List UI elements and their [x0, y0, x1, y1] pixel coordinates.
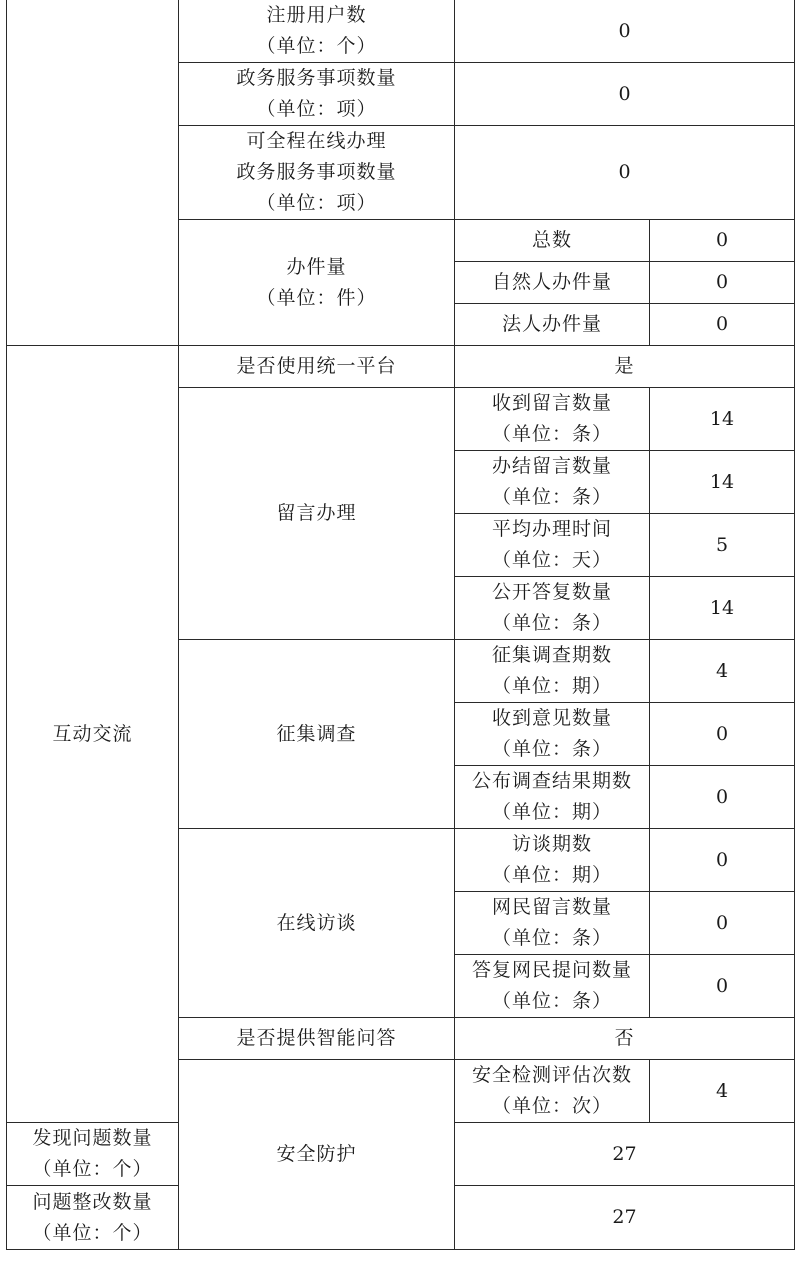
- messages-closed-label: [455, 451, 650, 514]
- table-row: [7, 346, 795, 388]
- messages-public-reply-label-line2: （单位：条）: [491, 612, 612, 634]
- handled-natural-value: 0: [650, 262, 795, 304]
- registered-users-value: 0: [455, 0, 795, 63]
- registered-users-label-line1: 注册用户数: [266, 4, 367, 26]
- smart-qa-value: 否: [455, 1018, 795, 1060]
- survey-results-label: [455, 766, 650, 829]
- online-items-value: 0: [455, 126, 795, 220]
- survey-periods-label: [455, 640, 650, 703]
- survey-opinions-label-line2: （单位：条）: [491, 738, 612, 760]
- registered-users-label-line2: （单位：个）: [256, 35, 377, 57]
- security-checks-label-line2: （单位：次）: [491, 1095, 612, 1117]
- messages-public-reply-value: 14: [650, 577, 795, 640]
- survey-periods-value: 4: [650, 640, 795, 703]
- survey-opinions-value: 0: [650, 703, 795, 766]
- issues-found-value: 27: [455, 1123, 795, 1186]
- online-items-label: [179, 126, 455, 220]
- survey-opinions-label: [455, 703, 650, 766]
- smart-qa-label: 是否提供智能问答: [179, 1018, 455, 1060]
- survey-results-label-line2: （单位：期）: [491, 801, 612, 823]
- security-checks-value: 4: [650, 1060, 795, 1123]
- issues-found-label-line1: 发现问题数量: [32, 1127, 153, 1149]
- handled-label: [179, 220, 455, 346]
- interview-messages-value: 0: [650, 892, 795, 955]
- survey-periods-label-line2: （单位：期）: [491, 675, 612, 697]
- handled-natural-label: 自然人办件量: [455, 262, 650, 304]
- interview-replies-label-line1: 答复网民提问数量: [471, 959, 632, 981]
- handled-legal-value: 0: [650, 304, 795, 346]
- messages-avg-time-label-line2: （单位：天）: [491, 549, 612, 571]
- online-items-label-line1: 可全程在线办理: [246, 130, 387, 152]
- messages-received-label-line2: （单位：条）: [491, 423, 612, 445]
- stats-table: [6, 0, 795, 1250]
- service-items-label-line1: 政务服务事项数量: [236, 67, 397, 89]
- interview-replies-value: 0: [650, 955, 795, 1018]
- interview-replies-label-line2: （单位：条）: [491, 990, 612, 1012]
- messages-avg-time-value: 5: [650, 514, 795, 577]
- online-items-label-line3: （单位：项）: [256, 192, 377, 214]
- interview-periods-label-line2: （单位：期）: [491, 864, 612, 886]
- messages-public-reply-label-line1: 公开答复数量: [491, 581, 612, 603]
- messages-received-label-line1: 收到留言数量: [491, 392, 612, 414]
- interview-messages-label-line1: 网民留言数量: [491, 896, 612, 918]
- handled-total-value: 0: [650, 220, 795, 262]
- messages-group-label: 留言办理: [179, 388, 455, 640]
- issues-fixed-label: [7, 1186, 179, 1250]
- interview-periods-value: 0: [650, 829, 795, 892]
- security-checks-label: [455, 1060, 650, 1123]
- messages-public-reply-label: [455, 577, 650, 640]
- messages-closed-label-line2: （单位：条）: [491, 486, 612, 508]
- issues-fixed-label-line2: （单位：个）: [32, 1221, 153, 1244]
- messages-avg-time-label: [455, 514, 650, 577]
- handled-label-line1: 办件量: [286, 255, 347, 278]
- service-items-value: 0: [455, 63, 795, 126]
- messages-received-value: 14: [650, 388, 795, 451]
- survey-periods-label-line1: 征集调查期数: [491, 644, 612, 666]
- security-checks-label-line1: 安全检测评估次数: [471, 1064, 632, 1086]
- interview-periods-label-line1: 访谈期数: [511, 833, 592, 855]
- service-items-label: [179, 63, 455, 126]
- survey-group-label: 征集调查: [179, 640, 455, 829]
- issues-found-label: [7, 1123, 179, 1186]
- survey-results-label-line1: 公布调查结果期数: [471, 770, 632, 792]
- issues-fixed-label-line1: 问题整改数量: [32, 1190, 153, 1213]
- table-row: [7, 0, 795, 63]
- handled-total-label: 总数: [455, 220, 650, 262]
- survey-results-value: 0: [650, 766, 795, 829]
- interview-periods-label: [455, 829, 650, 892]
- unified-platform-value: 是: [455, 346, 795, 388]
- interview-replies-label: [455, 955, 650, 1018]
- stats-table-sheet: [6, 0, 794, 1245]
- handled-label-line2: （单位：件）: [256, 286, 377, 309]
- interview-group-label: 在线访谈: [179, 829, 455, 1018]
- handled-legal-label: 法人办件量: [455, 304, 650, 346]
- interview-messages-label: [455, 892, 650, 955]
- issues-fixed-value: 27: [455, 1186, 795, 1250]
- messages-closed-label-line1: 办结留言数量: [491, 455, 612, 477]
- unified-platform-label: 是否使用统一平台: [179, 346, 455, 388]
- interaction-section-label: 互动交流: [7, 346, 179, 1123]
- online-items-label-line2: 政务服务事项数量: [236, 161, 397, 183]
- interview-messages-label-line2: （单位：条）: [491, 927, 612, 949]
- service-items-label-line2: （单位：项）: [256, 98, 377, 120]
- registered-users-label: [179, 0, 455, 63]
- messages-closed-value: 14: [650, 451, 795, 514]
- survey-opinions-label-line1: 收到意见数量: [491, 707, 612, 729]
- messages-avg-time-label-line1: 平均办理时间: [491, 518, 612, 540]
- messages-received-label: [455, 388, 650, 451]
- section-label-cell: [7, 0, 179, 346]
- security-section-label: 安全防护: [179, 1060, 455, 1250]
- issues-found-label-line2: （单位：个）: [32, 1158, 153, 1180]
